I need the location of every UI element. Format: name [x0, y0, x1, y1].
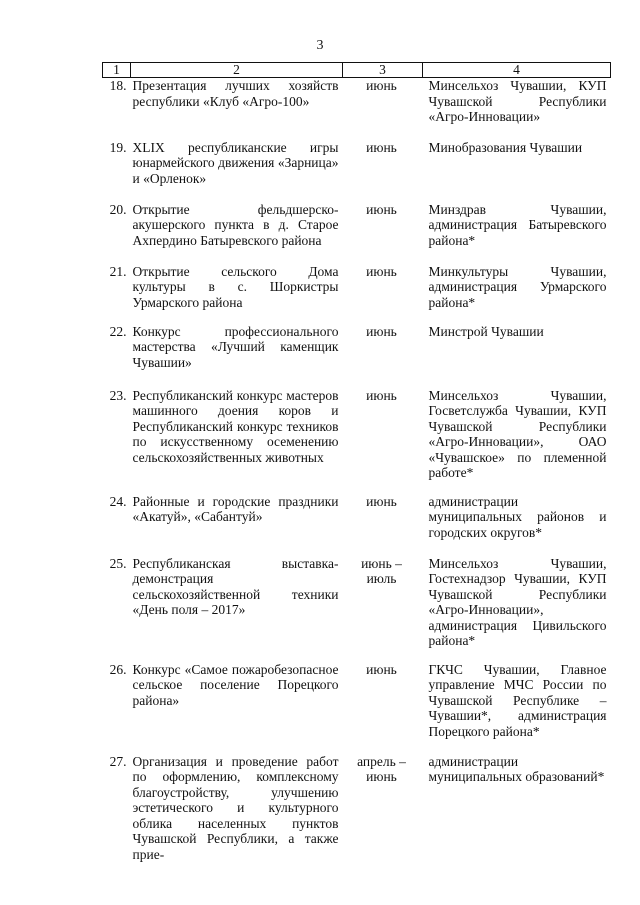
event-period: июнь: [366, 661, 397, 677]
table-row: [103, 662, 611, 754]
events-table: [102, 62, 611, 862]
event-period: июнь: [366, 201, 397, 217]
event-organizer: Минсельхоз Чувашии, Гостехнадзор Чувашии, КУП Чувашской Республики «Агро-Инновации», администрация Цивильского района*: [428, 555, 607, 648]
event-organizer: администрации муниципальных образований*: [428, 753, 605, 784]
event-organizer: Минздрав Чувашии, администрация Батыревского района*: [428, 201, 607, 248]
event-period: июнь – июль: [361, 555, 402, 586]
row-number: 20.: [109, 201, 127, 217]
event-period: июнь: [366, 78, 397, 93]
event-organizer: Минкультуры Чувашии, администрация Урмарского района*: [428, 263, 607, 310]
header-col-1: 1: [103, 63, 131, 78]
event-period: июнь: [366, 263, 397, 279]
event-name: Районные и городские праздники «Акатуй», «Сабантуй»: [132, 493, 339, 524]
event-name: Презентация лучших хозяйств республики «Клуб «Агро-100»: [132, 78, 339, 109]
event-organizer: администрации муниципальных районов и городских округов*: [428, 493, 607, 540]
event-name: Конкурс профессионального мастерства «Лучший каменщик Чувашии»: [132, 323, 339, 370]
table-row: [103, 556, 611, 662]
header-col-3: 3: [343, 63, 423, 78]
row-number: 26.: [109, 661, 127, 677]
event-period: июнь: [366, 139, 397, 155]
row-number: 25.: [109, 555, 127, 571]
event-period: апрель – июнь: [357, 753, 406, 784]
event-name: Организация и проведение работ по оформлению, комплексному благоустройству, улучшению эстетического и культурного облика населенных пунктов Чувашской Республики, а также прие-: [132, 753, 339, 862]
event-period: июнь: [366, 323, 397, 339]
table-row: [103, 388, 611, 494]
event-name: Конкурс «Самое пожаробезопасное сельское поселение Порецкого района»: [132, 661, 339, 708]
page-number: 3: [316, 38, 324, 53]
table-header-row: [103, 63, 611, 78]
event-organizer: Минстрой Чувашии: [428, 323, 544, 339]
header-col-2: 2: [131, 63, 343, 78]
table-row: [103, 264, 611, 324]
row-number: 23.: [109, 387, 127, 403]
event-name: Республиканский конкурс мастеров машинного доения коров и Республиканский конкурс техников по искусственному осеменению сельскохозяйственных животных: [132, 387, 339, 465]
row-number: 22.: [109, 323, 127, 339]
table-row: [103, 78, 611, 140]
table-row: [103, 324, 611, 388]
row-number: 21.: [109, 263, 127, 279]
row-number: 27.: [109, 753, 127, 769]
event-organizer: ГКЧС Чувашии, Главное управление МЧС России по Чувашской Республике – Чувашии*, администрация Порецкого района*: [428, 661, 607, 739]
table-row: [103, 494, 611, 556]
row-number: 24.: [109, 493, 127, 509]
event-name: Открытие сельского Дома культуры в с. Шоркистры Урмарского района: [132, 263, 339, 310]
row-number: 19.: [109, 139, 127, 155]
table-row: [103, 202, 611, 264]
event-name: XLIX республиканские игры юнармейского движения «Зарница» и «Орленок»: [132, 139, 339, 186]
event-period: июнь: [366, 387, 397, 403]
event-period: июнь: [366, 493, 397, 509]
table-row: [103, 754, 611, 863]
header-col-4: 4: [423, 63, 611, 78]
event-organizer: Минсельхоз Чувашии, Госветслужба Чувашии, КУП Чувашской Республики «Агро-Инновации», ОАО «Чувашское» по племенной работе*: [428, 387, 607, 480]
event-organizer: Минобразования Чувашии: [428, 139, 583, 155]
event-name: Открытие фельдшерско-акушерского пункта в д. Старое Ахпердино Батыревского района: [132, 201, 339, 248]
event-organizer: Минсельхоз Чувашии, КУП Чувашской Республики «Агро-Инновации»: [428, 78, 607, 124]
event-name: Республиканская выставка-демонстрация сельскохозяйственной техники «День поля – 2017»: [132, 555, 339, 617]
table-row: [103, 140, 611, 202]
row-number: 18.: [109, 78, 127, 93]
